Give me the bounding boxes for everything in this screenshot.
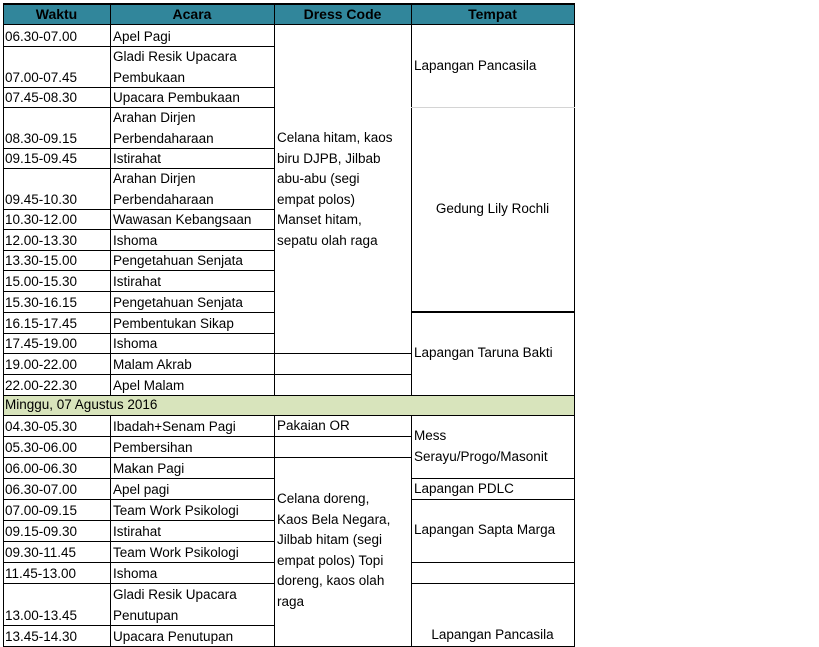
grid-line <box>3 3 575 5</box>
sat-waktu-6: 10.30-12.00 <box>5 211 78 227</box>
sun-acara-4: Team Work Psikologi <box>113 502 239 518</box>
sat-acara-10: Pengetahuan Senjata <box>113 294 243 310</box>
sat-waktu-4: 09.15-09.45 <box>5 150 78 166</box>
grid-line <box>3 562 275 563</box>
sat-waktu-3: 08.30-09.15 <box>5 130 78 146</box>
grid-line <box>3 168 275 169</box>
tempat-lapangan-pancasila-2: Lapangan Pancasila <box>431 627 554 642</box>
sun-waktu-6: 09.30-11.45 <box>5 544 77 560</box>
grid-line <box>274 415 275 647</box>
sun-acara-9: Upacara Penutupan <box>113 628 234 644</box>
grid-line <box>411 107 575 108</box>
sun-acara-6: Team Work Psikologi <box>113 544 239 560</box>
grid-line <box>411 583 575 584</box>
sat-waktu-11: 16.15-17.45 <box>5 315 78 331</box>
grid-line <box>3 353 275 354</box>
dress-code-saturday: Celana hitam, kaos biru DJPB, Jilbab abu-abu (segi empat polos) Manset hitam, sepatu olah raga <box>277 130 393 248</box>
grid-line <box>3 24 575 25</box>
sun-waktu-8: 13.00-13.45 <box>5 607 78 623</box>
grid-line <box>110 415 111 647</box>
sun-acara-3: Apel pagi <box>113 481 170 497</box>
sat-acara-5: Arahan Dirjen Perbendaharaan <box>113 171 214 207</box>
tempat-lapangan-pancasila: Lapangan Pancasila <box>414 58 537 73</box>
grid-line <box>3 3 4 647</box>
sat-acara-2: Upacara Pembukaan <box>113 89 240 105</box>
grid-line <box>3 87 275 88</box>
sun-acara-0: Ibadah+Senam Pagi <box>113 418 236 434</box>
grid-line <box>110 3 111 396</box>
sat-acara-14: Apel Malam <box>113 377 185 393</box>
sun-waktu-1: 05.30-06.00 <box>5 439 78 455</box>
grid-line <box>3 209 275 210</box>
grid-line <box>3 148 275 149</box>
grid-line <box>411 312 575 313</box>
sat-waktu-12: 17.45-19.00 <box>5 335 78 351</box>
grid-line <box>411 562 575 563</box>
sat-waktu-10: 15.30-16.15 <box>5 294 78 310</box>
sun-acara-1: Pembersihan <box>113 439 193 455</box>
sat-acara-4: Istirahat <box>113 150 162 166</box>
grid-line <box>3 625 275 626</box>
sat-waktu-2: 07.45-08.30 <box>5 89 78 105</box>
grid-line <box>411 311 575 312</box>
grid-line <box>3 415 575 416</box>
sat-waktu-7: 12.00-13.30 <box>5 232 78 248</box>
grid-line <box>3 107 275 108</box>
sun-acara-8: Gladi Resik Upacara Penutupan <box>113 587 237 623</box>
grid-line <box>3 520 275 521</box>
grid-line <box>3 250 275 251</box>
grid-line <box>3 541 275 542</box>
grid-line <box>3 291 275 292</box>
sat-acara-11: Pembentukan Sikap <box>113 315 234 331</box>
grid-line <box>274 374 412 375</box>
grid-line <box>274 353 412 354</box>
grid-line <box>3 270 275 271</box>
sun-waktu-5: 09.15-09.30 <box>5 523 78 539</box>
grid-line <box>3 229 275 230</box>
grid-line <box>411 415 412 647</box>
sat-acara-9: Istirahat <box>113 273 162 289</box>
grid-line <box>274 457 412 458</box>
tempat-mess: Mess Serayu/Progo/Masonit <box>414 428 548 464</box>
sat-waktu-8: 13.30-15.00 <box>5 252 78 268</box>
sat-acara-7: Ishoma <box>113 232 158 248</box>
dress-code-sunday: Celana doreng, Kaos Bela Negara, Jilbab hitam (segi empat polos) Topi doreng, kaos olah raga <box>277 491 391 609</box>
grid-line <box>574 3 575 647</box>
grid-line <box>3 436 275 437</box>
tempat-lapangan-pdlc: Lapangan PDLC <box>414 481 514 496</box>
header-acara: Acara <box>172 6 212 22</box>
dress-code-pakaian-or: Pakaian OR <box>277 418 350 433</box>
sun-waktu-9: 13.45-14.30 <box>5 628 78 644</box>
grid-line <box>3 499 275 500</box>
sat-acara-13: Malam Akrab <box>113 356 192 372</box>
sun-waktu-2: 06.00-06.30 <box>5 460 78 476</box>
sun-waktu-0: 04.30-05.30 <box>5 418 78 434</box>
grid-line <box>411 3 412 396</box>
sat-waktu-1: 07.00-07.45 <box>5 69 78 85</box>
sun-acara-2: Makan Pagi <box>113 460 185 476</box>
tempat-gedung-lily-rochli: Gedung Lily Rochli <box>435 201 550 216</box>
section-title: Minggu, 07 Agustus 2016 <box>5 397 158 412</box>
grid-line <box>3 478 275 479</box>
sun-waktu-4: 07.00-09.15 <box>5 502 78 518</box>
sat-waktu-5: 09.45-10.30 <box>5 191 78 207</box>
header-dress-code: Dress Code <box>303 6 382 22</box>
sun-acara-5: Istirahat <box>113 523 162 539</box>
grid-line <box>3 312 275 313</box>
sun-acara-7: Ishoma <box>113 565 158 581</box>
grid-line <box>411 499 575 500</box>
grid-line <box>3 583 275 584</box>
grid-line <box>274 3 275 396</box>
grid-line <box>3 395 575 396</box>
header-waktu: Waktu <box>35 6 78 22</box>
sat-acara-8: Pengetahuan Senjata <box>113 252 243 268</box>
header-tempat: Tempat <box>468 6 517 22</box>
sat-acara-0: Apel Pagi <box>113 28 171 44</box>
grid-line <box>411 478 575 479</box>
tempat-lapangan-taruna-bakti: Lapangan Taruna Bakti <box>414 345 553 360</box>
sat-waktu-9: 15.00-15.30 <box>5 273 78 289</box>
sat-waktu-0: 06.30-07.00 <box>5 28 78 44</box>
sun-waktu-3: 06.30-07.00 <box>5 481 78 497</box>
grid-line <box>3 457 275 458</box>
sat-acara-1: Gladi Resik Upacara Pembukaan <box>113 49 237 85</box>
grid-line <box>3 374 275 375</box>
grid-line <box>3 333 275 334</box>
sun-waktu-7: 11.45-13.00 <box>5 565 77 581</box>
grid-line <box>274 436 412 437</box>
sat-acara-12: Ishoma <box>113 335 158 351</box>
sat-waktu-14: 22.00-22.30 <box>5 377 78 393</box>
tempat-lapangan-sapta-marga: Lapangan Sapta Marga <box>414 522 556 537</box>
sat-waktu-13: 19.00-22.00 <box>5 356 78 372</box>
sat-acara-6: Wawasan Kebangsaan <box>113 211 252 227</box>
grid-line <box>3 46 275 47</box>
sat-acara-3: Arahan Dirjen Perbendaharaan <box>113 110 214 146</box>
